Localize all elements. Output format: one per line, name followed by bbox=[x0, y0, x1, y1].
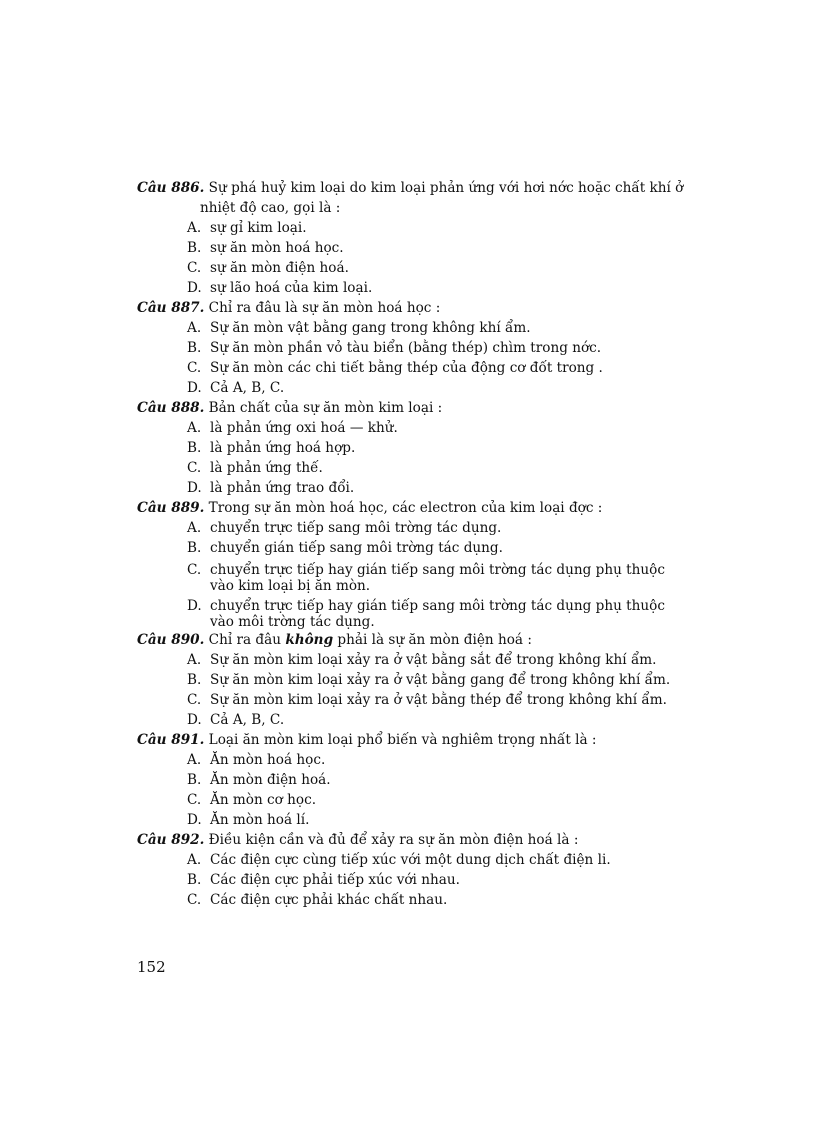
option-text: Cả A, B, C. bbox=[210, 712, 285, 728]
option-text: sự ăn mòn điện hoá. bbox=[210, 260, 349, 276]
option-text: sự ăn mòn hoá học. bbox=[210, 240, 344, 256]
option-letter: C. bbox=[187, 692, 202, 708]
question-number: Câu 890. bbox=[137, 632, 205, 648]
option-a bbox=[137, 518, 685, 538]
option-b bbox=[137, 238, 685, 258]
option-letter: C. bbox=[187, 360, 202, 376]
option-text: là phản ứng oxi hoá — khử. bbox=[210, 420, 398, 436]
option-c bbox=[137, 890, 685, 910]
question-891 bbox=[137, 730, 685, 830]
option-c bbox=[137, 458, 685, 478]
option-a bbox=[137, 318, 685, 338]
option-b bbox=[137, 538, 685, 558]
option-d bbox=[137, 478, 685, 498]
option-letter: D. bbox=[187, 480, 202, 496]
question-prompt bbox=[137, 498, 685, 518]
question-number: Câu 892. bbox=[137, 832, 205, 848]
option-text: Cả A, B, C. bbox=[210, 380, 285, 396]
question-prompt bbox=[137, 178, 685, 198]
question-889 bbox=[137, 498, 685, 630]
option-b bbox=[137, 338, 685, 358]
page-content bbox=[137, 178, 685, 910]
question-text: Chỉ ra đâu bbox=[204, 632, 286, 648]
question-text: Trong sự ăn mòn hoá học, các electron của kim loại đợc : bbox=[204, 500, 603, 516]
option-letter: A. bbox=[187, 752, 202, 768]
option-letter: C. bbox=[187, 562, 202, 578]
option-letter: B. bbox=[187, 240, 202, 256]
question-text: Điều kiện cần và đủ để xảy ra sự ăn mòn điện hoá là : bbox=[204, 832, 579, 848]
option-c bbox=[137, 790, 685, 810]
option-letter: B. bbox=[187, 672, 202, 688]
option-text: Sự ăn mòn kim loại xảy ra ở vật bằng sắt để trong không khí ẩm. bbox=[210, 652, 657, 668]
option-letter: A. bbox=[187, 320, 202, 336]
question-text-continued: nhiệt độ cao, gọi là : bbox=[200, 200, 341, 216]
option-letter: B. bbox=[187, 872, 202, 888]
option-text: chuyển trực tiếp hay gián tiếp sang môi trờng tác dụng phụ thuộc vào kim loại bị ăn mòn. bbox=[210, 562, 665, 594]
question-text: Loại ăn mòn kim loại phổ biến và nghiêm trọng nhất là : bbox=[204, 732, 597, 748]
option-letter: D. bbox=[187, 598, 202, 614]
option-a bbox=[137, 750, 685, 770]
question-number: Câu 891. bbox=[137, 732, 205, 748]
option-letter: D. bbox=[187, 380, 202, 396]
option-text: Ăn mòn cơ học. bbox=[210, 792, 317, 808]
option-letter: C. bbox=[187, 892, 202, 908]
option-b bbox=[137, 438, 685, 458]
option-letter: C. bbox=[187, 460, 202, 476]
option-text: Các điện cực phải tiếp xúc với nhau. bbox=[210, 872, 460, 888]
option-c bbox=[137, 562, 685, 594]
option-text: Các điện cực cùng tiếp xúc với một dung dịch chất điện li. bbox=[210, 852, 611, 868]
option-letter: B. bbox=[187, 440, 202, 456]
option-text: Ăn mòn hoá học. bbox=[210, 752, 326, 768]
option-text: Ăn mòn hoá lí. bbox=[210, 812, 310, 828]
option-letter: A. bbox=[187, 420, 202, 436]
option-b bbox=[137, 770, 685, 790]
question-prompt bbox=[137, 630, 685, 650]
option-text: Ăn mòn điện hoá. bbox=[210, 772, 331, 788]
question-prompt bbox=[137, 730, 685, 750]
question-text: Chỉ ra đâu là sự ăn mòn hoá học : bbox=[204, 300, 441, 316]
question-prompt bbox=[137, 830, 685, 850]
option-letter: B. bbox=[187, 772, 202, 788]
option-text: Sự ăn mòn kim loại xảy ra ở vật bằng thép để trong không khí ẩm. bbox=[210, 692, 667, 708]
question-number: Câu 889. bbox=[137, 500, 205, 516]
option-a bbox=[137, 850, 685, 870]
option-letter: C. bbox=[187, 260, 202, 276]
option-letter: A. bbox=[187, 852, 202, 868]
question-prompt bbox=[137, 398, 685, 418]
question-888 bbox=[137, 398, 685, 498]
option-text: là phản ứng thế. bbox=[210, 460, 323, 476]
question-text-end: phải là sự ăn mòn điện hoá : bbox=[333, 632, 532, 648]
question-886 bbox=[137, 178, 685, 298]
question-text: Sự phá huỷ kim loại do kim loại phản ứng với hơi nớc hoặc chất khí ở bbox=[204, 180, 684, 196]
option-text: Các điện cực phải khác chất nhau. bbox=[210, 892, 448, 908]
option-b bbox=[137, 870, 685, 890]
question-prompt bbox=[137, 298, 685, 318]
option-c bbox=[137, 358, 685, 378]
option-a bbox=[137, 650, 685, 670]
option-d bbox=[137, 278, 685, 298]
page-number: 152 bbox=[137, 958, 166, 976]
option-letter: D. bbox=[187, 712, 202, 728]
option-b bbox=[137, 670, 685, 690]
option-letter: B. bbox=[187, 340, 202, 356]
option-text: Sự ăn mòn kim loại xảy ra ở vật bằng gang để trong không khí ẩm. bbox=[210, 672, 671, 688]
option-text: Sự ăn mòn các chi tiết bằng thép của động cơ đốt trong . bbox=[210, 360, 603, 376]
option-d bbox=[137, 810, 685, 830]
question-892 bbox=[137, 830, 685, 910]
option-letter: D. bbox=[187, 812, 202, 828]
option-letter: A. bbox=[187, 220, 202, 236]
option-text: Sự ăn mòn phần vỏ tàu biển (bằng thép) chìm trong nớc. bbox=[210, 340, 602, 356]
option-text: sự lão hoá của kim loại. bbox=[210, 280, 373, 296]
question-887 bbox=[137, 298, 685, 398]
option-letter: D. bbox=[187, 280, 202, 296]
question-emphasis: không bbox=[285, 632, 334, 648]
option-letter: A. bbox=[187, 652, 202, 668]
option-letter: B. bbox=[187, 540, 202, 556]
option-text: là phản ứng trao đổi. bbox=[210, 480, 355, 496]
option-c bbox=[137, 690, 685, 710]
option-letter: C. bbox=[187, 792, 202, 808]
option-text: chuyển trực tiếp hay gián tiếp sang môi trờng tác dụng phụ thuộc vào môi trờng tác dụng. bbox=[210, 598, 665, 630]
option-d bbox=[137, 598, 685, 630]
option-d bbox=[137, 710, 685, 730]
question-number: Câu 887. bbox=[137, 300, 205, 316]
option-text: Sự ăn mòn vật bằng gang trong không khí ẩm. bbox=[210, 320, 531, 336]
question-text: Bản chất của sự ăn mòn kim loại : bbox=[204, 400, 443, 416]
option-a bbox=[137, 218, 685, 238]
option-text: là phản ứng hoá hợp. bbox=[210, 440, 356, 456]
question-890 bbox=[137, 630, 685, 730]
option-text: sự gỉ kim loại. bbox=[210, 220, 307, 236]
option-d bbox=[137, 378, 685, 398]
option-text: chuyển gián tiếp sang môi trờng tác dụng. bbox=[210, 540, 503, 556]
question-number: Câu 886. bbox=[137, 180, 205, 196]
option-text: chuyển trực tiếp sang môi trờng tác dụng. bbox=[210, 520, 502, 536]
question-number: Câu 888. bbox=[137, 400, 205, 416]
option-a bbox=[137, 418, 685, 438]
option-c bbox=[137, 258, 685, 278]
option-letter: A. bbox=[187, 520, 202, 536]
